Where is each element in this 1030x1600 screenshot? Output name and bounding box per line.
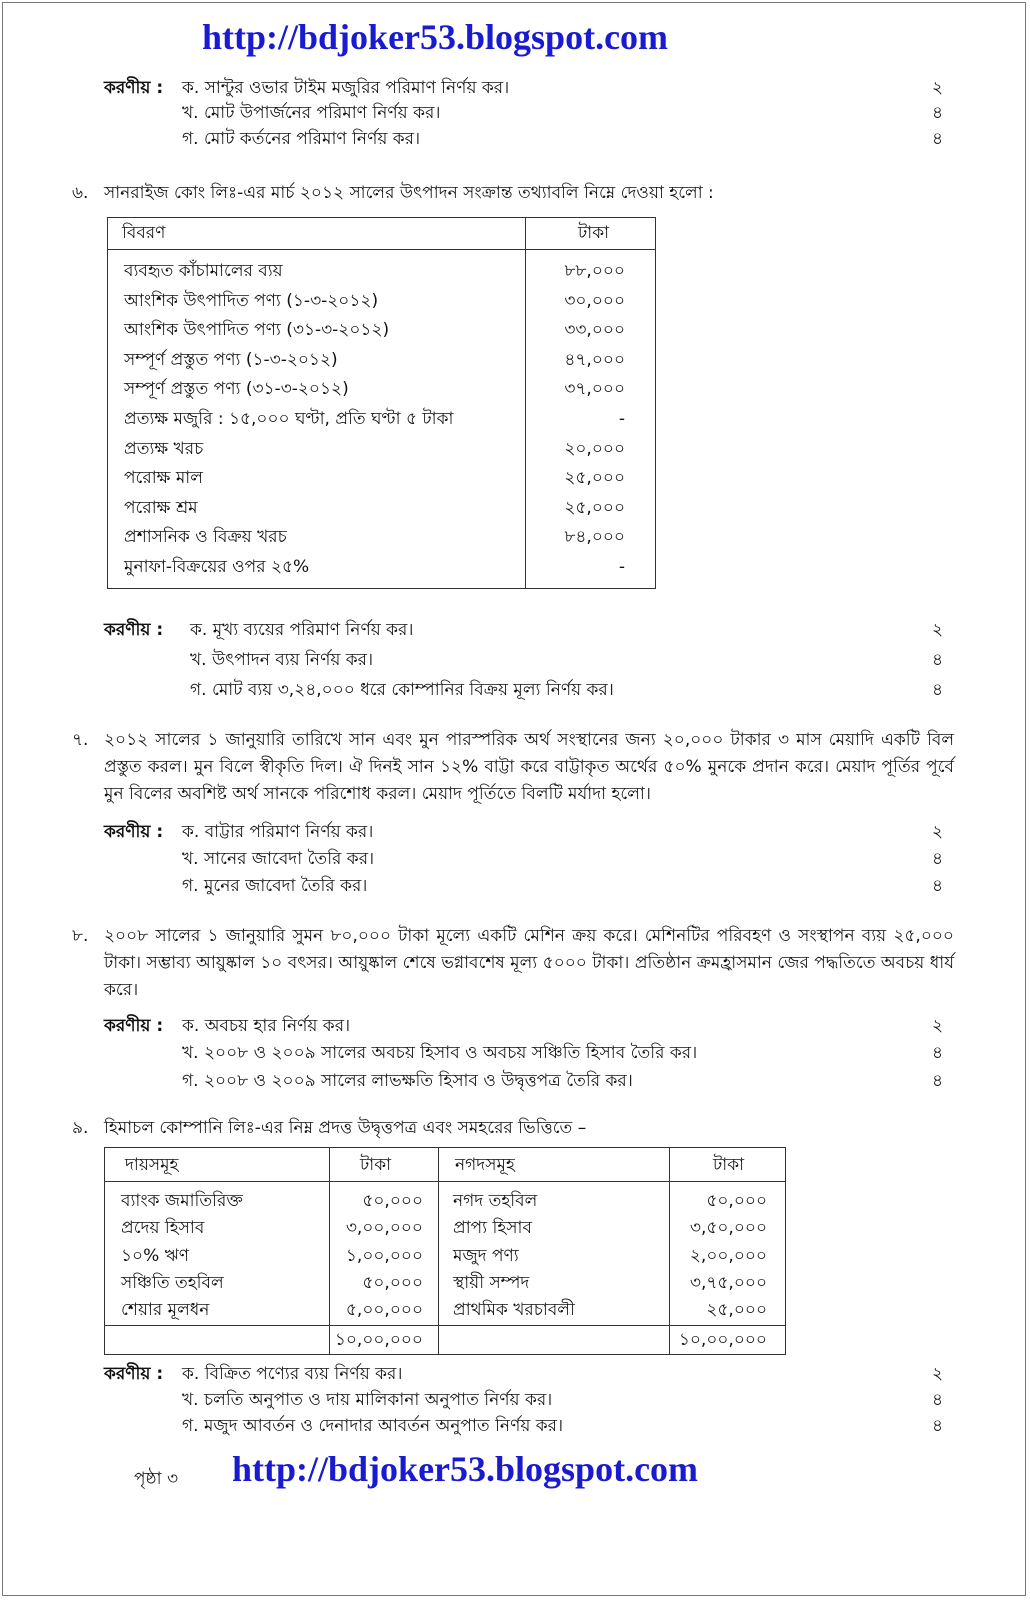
liability-name: ১০% ঋণ [121,1245,189,1266]
task-item: খ. সানের জাবেদা তৈরি কর। [182,849,375,869]
asset-total: ১০,০০,০০০ [678,1330,767,1350]
task-label: করণীয় : [104,1364,164,1384]
question-text: ২০১২ সালের ১ জানুয়ারি তারিখে সান এবং মুন পারস্পরিক অর্থ সংস্থানের জন্য ২০,০০০ টাকার ৩ মাস মেয়াদি একটি বিল প্রস্তুত করল। মুন বিলে স্বীকৃতি দিল। ঐ দিনই সান ১২% বাট্টা করে বাট্টাকৃত অর্থের ৫০% মুনকে প্রদান করে। মেয়াদ পূর্তির পূর্বে মুন বিলের অবশিষ্ট অর্থ সানকে পরিশোধ করল। মেয়াদ পূর্তিতে বিলটি মর্যাদা হলো। [104,730,954,804]
table-cell-amount: ৮৪,০০০ [564,527,625,548]
asset-name: মজুদ পণ্য [453,1245,519,1266]
task-marks: ২ [932,620,944,640]
header-divider [108,249,655,250]
task-marks: ৪ [932,650,944,670]
task-item: গ. মোট কর্তনের পরিমাণ নির্ণয় কর। [182,129,421,149]
question-number: ৬. [72,183,89,203]
table-cell-amount: - [618,409,625,429]
table-header: টাকা [578,223,610,243]
table-cell-amount: ৩৭,০০০ [564,379,625,400]
table-cell-item: পরোক্ষ মাল [124,468,203,489]
table-header: টাকা [360,1155,392,1175]
liability-amount: ৩,০০,০০০ [345,1218,423,1239]
task-item: ক. বিক্রিত পণ্যের ব্যয় নির্ণয় কর। [182,1364,403,1384]
task-item: খ. মোট উপার্জনের পরিমাণ নির্ণয় কর। [182,103,441,123]
header-url[interactable]: http://bdjoker53.blogspot.com [202,17,669,57]
task-item: খ. উৎপাদন ব্যয় নির্ণয় কর। [190,650,374,670]
question-text: হিমাচল কোম্পানি লিঃ-এর নিম্ন প্রদত্ত উদ্বৃত্তপত্র এবং সমহরের ভিত্তিতে – [104,1118,587,1138]
liability-name: শেয়ার মূলধন [121,1300,210,1321]
column-divider [669,1148,670,1354]
task-marks: ৪ [932,1043,944,1063]
table-cell-item: প্রত্যক্ষ মজুরি : ১৫,০০০ ঘণ্টা, প্রতি ঘণ্টা ৫ টাকা [124,409,454,429]
table-cell-item: প্রশাসনিক ও বিক্রয় খরচ [124,527,287,548]
table-cell-amount: - [618,557,625,577]
liability-amount: ৫০,০০০ [362,1191,423,1211]
table-cell-item: মুনাফা-বিক্রয়ের ওপর ২৫% [124,557,310,577]
table-cell-amount: ৮৮,০০০ [564,261,625,281]
task-label: করণীয় : [104,620,164,640]
liability-total: ১০,০০,০০০ [334,1330,423,1350]
liability-name: ব্যাংক জমাতিরিক্ত [121,1191,243,1211]
asset-name: স্থায়ী সম্পদ [453,1272,530,1293]
table-cell-amount: ২০,০০০ [564,438,625,459]
task-item: ক. মূখ্য ব্যয়ের পরিমাণ নির্ণয় কর। [190,620,414,640]
liability-amount: ৫০,০০০ [362,1272,423,1293]
table-cell-amount: ২৫,০০০ [564,468,625,489]
question-number: ৮. [72,926,89,946]
header-divider [105,1181,785,1182]
table-header: নগদসমূহ [455,1155,515,1175]
task-item: গ. মুনের জাবেদা তৈরি কর। [182,876,368,896]
asset-name: প্রাথমিক খরচাবলী [453,1300,575,1321]
task-label: করণীয় : [104,1016,164,1036]
table-cell-amount: ৩০,০০০ [564,290,625,311]
footer-url[interactable]: http://bdjoker53.blogspot.com [232,1449,699,1489]
task-marks: ২ [932,78,944,98]
table-header: বিবরণ [122,223,166,243]
page-number: পৃষ্ঠা ৩ [134,1469,179,1489]
task-marks: ২ [932,822,944,842]
total-divider [105,1325,785,1326]
balance-sheet-table [104,1147,786,1355]
asset-amount: ২,০০,০০০ [689,1245,767,1266]
table-cell-item: ব্যবহৃত কাঁচামালের ব্যয় [124,261,283,281]
table-cell-amount: ২৫,০০০ [564,497,625,518]
task-item: ক. সান্টুর ওভার টাইম মজুরির পরিমাণ নির্ণয় কর। [182,78,510,98]
column-divider [329,1148,330,1354]
question-text: ২০০৮ সালের ১ জানুয়ারি সুমন ৮০,০০০ টাকা মূল্যে একটি মেশিন ক্রয় করে। মেশিনটির পরিবহণ ও সংস্থাপন ব্যয় ২৫,০০০ টাকা। সম্ভাব্য আয়ুষ্কাল ১০ বৎসর। আয়ুষ্কাল শেষে ভগ্নাবশেষ মূল্য ৫০০০ টাকা। প্রতিষ্ঠান ক্রমহ্রাসমান জের পদ্ধতিতে অবচয় ধার্য করে। [104,926,954,1000]
task-label: করণীয় : [104,78,164,98]
task-marks: ৪ [932,103,944,123]
table-cell-item: পরোক্ষ শ্রম [124,497,198,518]
task-marks: ৪ [932,1390,944,1410]
asset-amount: ৫০,০০০ [706,1191,767,1211]
table-cell-amount: ৪৭,০০০ [564,349,625,370]
task-marks: ২ [932,1016,944,1036]
cost-table [107,217,656,589]
task-item: ক. অবচয় হার নির্ণয় কর। [182,1016,351,1036]
table-cell-item: আংশিক উৎপাদিত পণ্য (৩১-৩-২০১২) [124,320,390,341]
task-marks: ৪ [932,1416,944,1436]
task-item: গ. মজুদ আবর্তন ও দেনাদার আবর্তন অনুপাত নির্ণয় কর। [182,1416,564,1436]
task-marks: ৪ [932,129,944,149]
asset-amount: ২৫,০০০ [706,1300,767,1321]
question-text: সানরাইজ কোং লিঃ-এর মার্চ ২০১২ সালের উৎপাদন সংক্রান্ত তথ্যাবলি নিম্নে দেওয়া হলো : [104,183,714,203]
liability-amount: ৫,০০,০০০ [345,1300,423,1321]
asset-name: প্রাপ্য হিসাব [453,1218,532,1239]
task-item: ক. বাট্টার পরিমাণ নির্ণয় কর। [182,822,374,842]
task-item: খ. ২০০৮ ও ২০০৯ সালের অবচয় হিসাব ও অবচয় সঞ্চিতি হিসাব তৈরি কর। [182,1043,698,1063]
liability-name: সঞ্চিতি তহবিল [121,1272,224,1293]
task-marks: ৪ [932,680,944,700]
liability-amount: ১,০০,০০০ [345,1245,423,1266]
asset-name: নগদ তহবিল [453,1191,538,1211]
column-divider [438,1148,439,1354]
liability-name: প্রদেয় হিসাব [121,1218,205,1239]
question-number: ৭. [72,730,89,750]
task-item: গ. মোট ব্যয় ৩,২৪,০০০ ধরে কোম্পানির বিক্রয় মূল্য নির্ণয় কর। [190,680,614,700]
table-header: দায়সমূহ [125,1155,179,1175]
column-divider [525,218,526,588]
task-marks: ৪ [932,876,944,896]
table-cell-item: সম্পূর্ণ প্রস্তুত পণ্য (১-৩-২০১২) [124,349,338,370]
table-cell-item: সম্পূর্ণ প্রস্তুত পণ্য (৩১-৩-২০১২) [124,379,349,400]
task-marks: ৪ [932,1071,944,1091]
asset-amount: ৩,৭৫,০০০ [689,1272,767,1293]
question-number: ৯. [72,1118,89,1138]
table-cell-item: আংশিক উৎপাদিত পণ্য (১-৩-২০১২) [124,290,379,311]
task-item: গ. ২০০৮ ও ২০০৯ সালের লাভক্ষতি হিসাব ও উদ্বৃত্তপত্র তৈরি কর। [182,1071,633,1091]
table-cell-amount: ৩৩,০০০ [564,320,625,341]
asset-amount: ৩,৫০,০০০ [689,1218,767,1239]
task-marks: ৪ [932,849,944,869]
task-item: খ. চলতি অনুপাত ও দায় মালিকানা অনুপাত নির্ণয় কর। [182,1390,553,1410]
task-label: করণীয় : [104,822,164,842]
table-header: টাকা [713,1155,745,1175]
task-marks: ২ [932,1364,944,1384]
table-cell-item: প্রত্যক্ষ খরচ [124,438,204,459]
